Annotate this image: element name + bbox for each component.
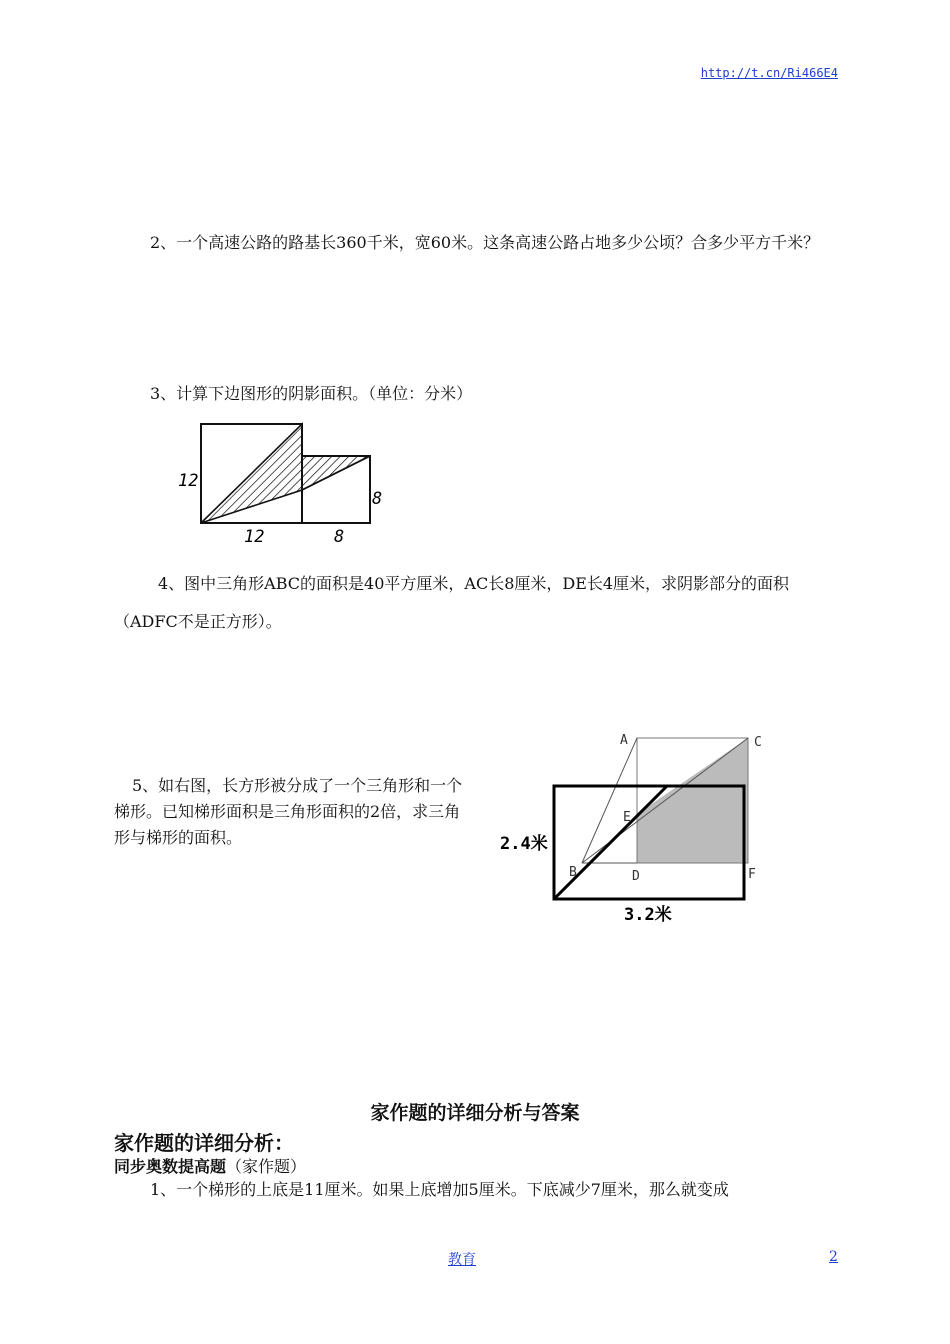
label-d: D (632, 869, 640, 884)
label-f: F (748, 867, 756, 882)
label-a: A (620, 733, 628, 748)
figure-shaded-area (168, 416, 388, 546)
label-c: C (754, 735, 762, 750)
footer-link[interactable]: 教育 (448, 1252, 476, 1268)
label-bottom-8: 8 (334, 527, 345, 546)
label-height: 2.4米 (500, 834, 548, 854)
label-width: 3.2米 (624, 905, 672, 925)
page-number[interactable]: 2 (829, 1249, 838, 1265)
answer-q1: 1、一个梯形的上底是11厘米。如果上底增加5厘米。下底减少7厘米，那么就变成 (150, 1180, 729, 1199)
section-subtitle: 家作题的详细分析： (114, 1131, 294, 1155)
question-4: 4、图中三角形ABC的面积是40平方厘米，AC长8厘米，DE长4厘米，求阴影部分的面积（ADFC不是正方形）。 (114, 574, 790, 631)
label-b: B (569, 865, 577, 880)
topic-bold: 同步奥数提高题 (114, 1157, 227, 1176)
figure-triangle-trapezoid (490, 725, 780, 930)
question-5: 5、如右图，长方形被分成了一个三角形和一个梯形。已知梯形面积是三角形面积的2倍，求三角形与梯形的面积。 (114, 776, 463, 847)
question-2: 2、一个高速公路的路基长360千米，宽60米。这条高速公路占地多少公顷？合多少平方千米？ (150, 233, 820, 252)
label-right-8: 8 (372, 489, 383, 509)
shaded-triangle-left (201, 424, 302, 523)
header-url[interactable]: http://t.cn/Ri466E4 (700, 66, 838, 80)
label-e: E (623, 810, 631, 825)
label-bottom-12: 12 (244, 527, 265, 546)
question-3: 3、计算下边图形的阴影面积。（单位：分米） (150, 384, 473, 403)
section-topic (114, 1154, 306, 1177)
topic-paren: （家作题） (226, 1157, 307, 1176)
label-left-12: 12 (178, 471, 199, 491)
section-title: 家作题的详细分析与答案 (370, 1102, 580, 1124)
